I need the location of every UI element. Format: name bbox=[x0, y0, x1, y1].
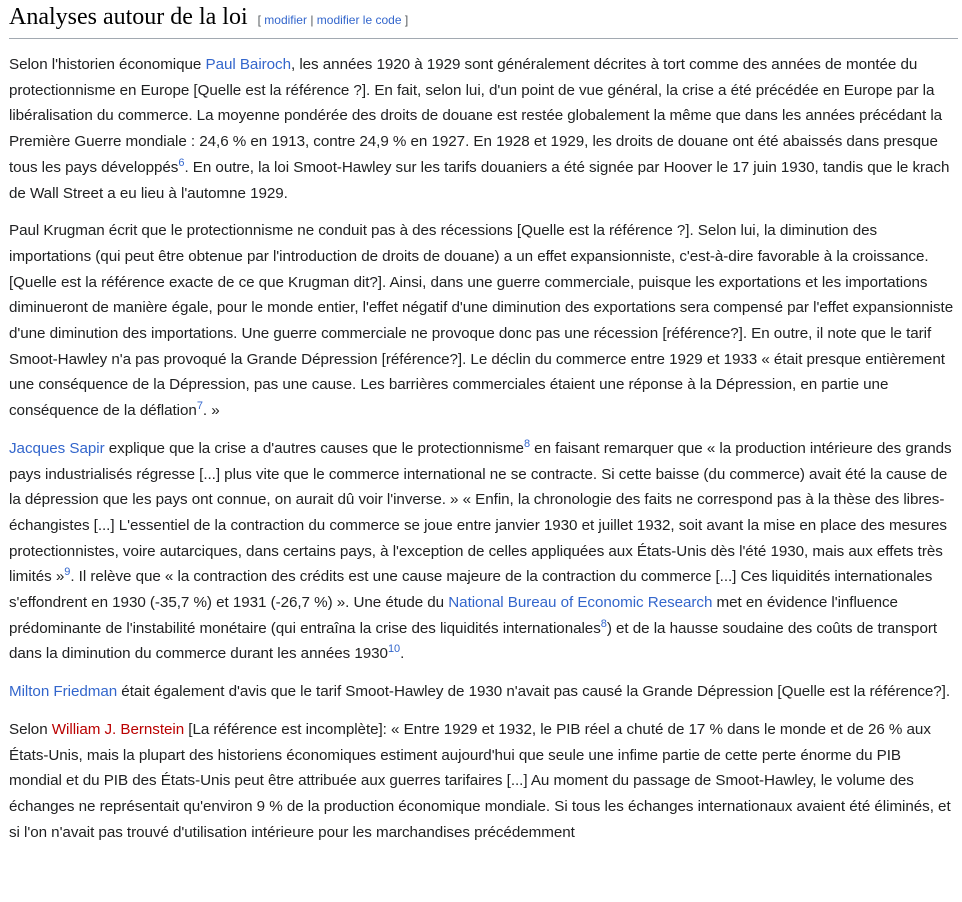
section-title: Analyses autour de la loi bbox=[9, 4, 248, 30]
paragraph-krugman: Paul Krugman écrit que le protectionnisme ne conduit pas à des récessions [Quelle est la référence ?]. Selon lui, la diminution des importations (qui peut être obtenue par l'introduction de droits de douane) a un effet expansionniste, c'est-à-dire favorable à la croissance. [Quelle est la référence exacte de ce que Krugman dit?]. Ainsi, dans une guerre commerciale, puisque les exportations et les importations diminueront de manière égale, pour le monde entier, l'effet négatif d'une diminution des exportations sera compensé par l'effet expansionniste d'une diminution des importations. Une guerre commerciale ne provoque donc pas une récession [référence?]. En outre, il note que le tarif Smoot-Hawley n'a pas provoqué la Grande Dépression [référence?]. Le déclin du commerce entre 1929 et 1933 « était presque entièrement une conséquence de la Dépression, pas une cause. Les barrières commerciales étaient une réponse à la Dépression, en partie une conséquence de la déflation$^7$. » bbox=[9, 222, 954, 420]
link-milton-friedman[interactable]: Milton Friedman bbox=[9, 683, 118, 701]
section-heading bbox=[9, 0, 958, 39]
reference-9[interactable]: 9 bbox=[64, 566, 71, 579]
edit-section-links: [ modifier | modifier le code ] bbox=[257, 13, 409, 27]
link-nber[interactable]: National Bureau of Economic Research bbox=[448, 594, 713, 612]
edit-link[interactable]: modifier bbox=[264, 13, 307, 27]
link-william-bernstein[interactable]: William J. Bernstein bbox=[51, 720, 185, 738]
edit-source-link[interactable]: modifier le code bbox=[316, 13, 402, 27]
link-paul-bairoch[interactable]: Paul Bairoch bbox=[205, 56, 291, 73]
reference-7[interactable]: 7 bbox=[196, 400, 203, 413]
link-jacques-sapir[interactable]: Jacques Sapir bbox=[9, 439, 105, 457]
paragraph-sapir: Jacques Sapir explique que la crise a d'autres causes que le protectionnisme$^8$ en faisant remarquer que « la production intérieure des grands pays industrialisés régresse [...] plus vite que le commerce international ne se contracte. Si cette baisse (du commerce) avait été la cause de la dépression que les pays ont connue, on aurait dû voir l'inverse. » « Enfin, la chronologie des faits ne correspond pas à la thèse des libres-échangistes [...] L'essentiel de la contraction du commerce se joue entre janvier 1930 et juillet 1932, soit avant la mise en place des mesures protectionnistes, voire autarciques, dans certains pays, à l'exception de celles appliquées aux États-Unis dès l'été 1930, mais aux effets très limités »$^9$. Il relève que « la contraction des crédits est une cause majeure de la contraction du commerce [...] Ces liquidités internationales s'effondrent en 1930 (-35,7 %) et 1931 (-26,7 %) ». Une étude du National Bureau of Economic Research met en évidence l'influence prédominante de l'instabilité monétaire (qui entraîna la crise des liquidités internationales$^8$) et de la hausse soudaine des coûts de transport dans la diminution du commerce durant les années 1930$^{10}$. bbox=[9, 437, 952, 663]
paragraph-friedman: Milton Friedman était également d'avis que le tarif Smoot-Hawley de 1930 n'avait pas causé la Grande Dépression [Quelle est la référence?]. bbox=[9, 683, 950, 701]
reference-8[interactable]: 8 bbox=[523, 437, 531, 450]
paragraph-bernstein: Selon William J. Bernstein [La référence est incomplète]: « Entre 1929 et 1932, le PIB réel a chuté de 17 % dans le monde et de 26 % aux États-Unis, mais la plupart des historiens économiques estiment aujourd'hui que seule une infime partie de cette perte énorme du PIB mondial et du PIB des États-Unis peut être attribuée aux guerres tarifaires [...] Au moment du passage de Smoot-Hawley, le volume des échanges ne représentait qu'environ 9 % de la production économique mondiale. Si tous les échanges internationaux avaient été éliminés, et si l'on n'avait pas trouvé d'utilisation intérieure pour les marchandises précédemment bbox=[9, 720, 951, 841]
reference-10[interactable]: 10 bbox=[387, 643, 401, 656]
reference-6[interactable]: 6 bbox=[178, 156, 185, 169]
reference-8-second[interactable]: 8 bbox=[600, 617, 607, 630]
paragraph-bairoch: Selon l'historien économique Paul Bairoch, les années 1920 à 1929 sont généralement décrites à tort comme des années de montée du protectionnisme en Europe [Quelle est la référence ?]. En fait, selon lui, d'un point de vue général, la crise a été précédée en Europe par la libéralisation du commerce. La moyenne pondérée des droits de douane est restée globalement la même que dans les années précédant la Première Guerre mondiale : 24,6 % en 1913, contre 24,9 % en 1927. En 1928 et 1929, les droits de douane ont été abaissés dans presque tous les pays développés$^6$. En outre, la loi Smoot-Hawley sur les tarifs douaniers a été signée par Hoover le 17 juin 1930, tandis que le krach de Wall Street a eu lieu à l'automne 1929. bbox=[9, 56, 950, 202]
